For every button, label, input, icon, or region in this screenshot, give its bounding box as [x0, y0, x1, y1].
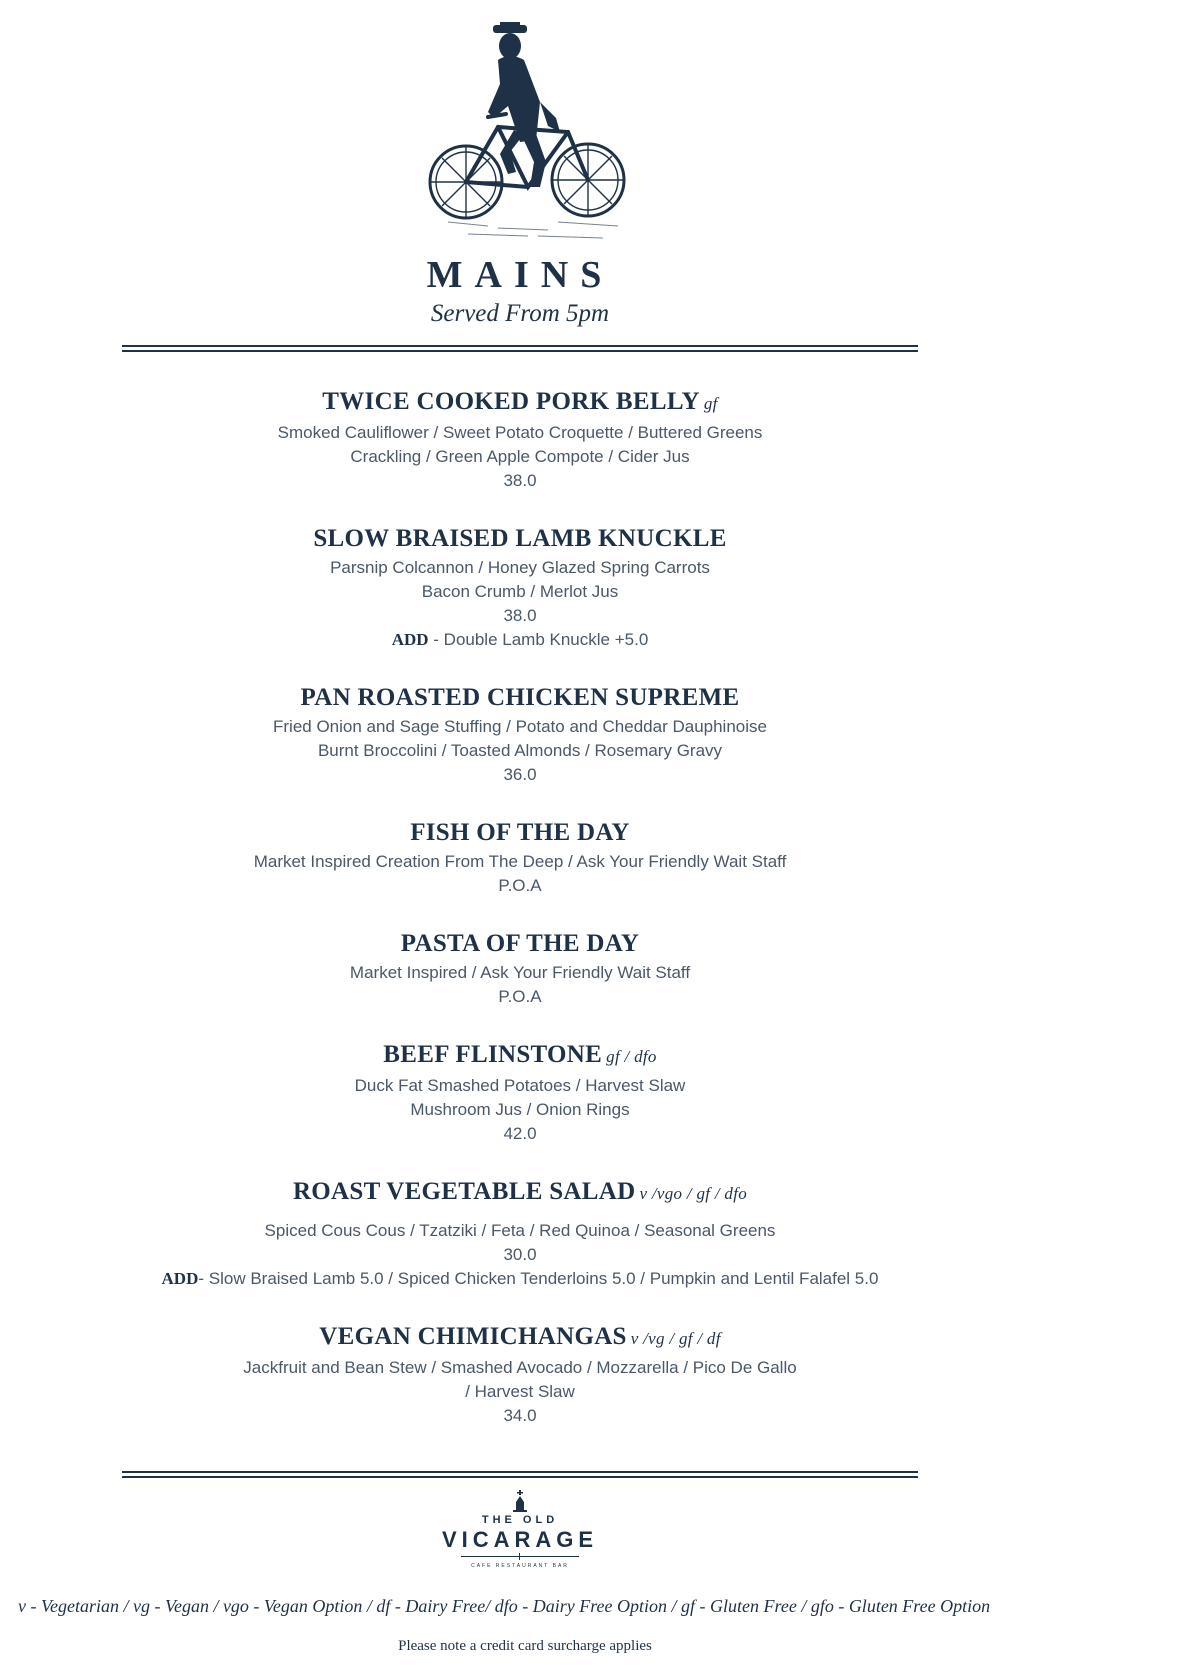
item-description: Duck Fat Smashed Potatoes / Harvest Slaw	[354, 1076, 686, 1095]
item-description: / Harvest Slaw	[465, 1382, 575, 1401]
menu-item-chicken-supreme	[0, 681, 1040, 787]
item-description: Parsnip Colcannon / Honey Glazed Spring Carrots	[330, 558, 710, 577]
item-title: ROAST VEGETABLE SALAD	[292, 1178, 636, 1205]
menu-item-lamb-knuckle	[0, 522, 1040, 652]
menu-item-pasta-of-the-day	[0, 927, 1040, 1009]
dietary-tag: gf / dfo	[606, 1047, 657, 1066]
menu-item-pork-belly	[0, 385, 1040, 493]
menu-list	[0, 385, 1040, 1428]
item-title: VEGAN CHIMICHANGAS	[319, 1323, 627, 1350]
item-description: Mushroom Jus / Onion Rings	[410, 1100, 630, 1119]
item-price: P.O.A	[498, 876, 542, 895]
item-description: Crackling / Green Apple Compote / Cider Jus	[350, 447, 690, 466]
item-price: 34.0	[503, 1406, 537, 1425]
item-title: BEEF FLINSTONE	[383, 1041, 603, 1068]
dietary-tag: v /vg / gf / df	[630, 1329, 721, 1348]
page-title: MAINS	[426, 254, 614, 296]
addon-label: ADD	[161, 1269, 199, 1288]
bottom-divider	[122, 1471, 918, 1478]
menu-item-beef-flinstone	[0, 1038, 1040, 1146]
top-divider	[122, 345, 918, 352]
logo-top-line: THE OLD	[481, 1514, 559, 1526]
item-description: Smoked Cauliflower / Sweet Potato Croquette / Buttered Greens	[277, 423, 763, 442]
item-description: Market Inspired / Ask Your Friendly Wait Staff	[349, 963, 691, 982]
logo-divider	[461, 1556, 579, 1557]
dietary-tag: v /vgo / gf / dfo	[639, 1184, 748, 1203]
item-price: 36.0	[503, 765, 537, 784]
logo-name: VICARAGE	[441, 1527, 599, 1552]
item-title: PAN ROASTED CHICKEN SUPREME	[300, 684, 740, 711]
item-price: 30.0	[503, 1245, 537, 1264]
menu-item-fish-of-the-day	[0, 816, 1040, 898]
menu-item-roast-vegetable-salad	[0, 1175, 1040, 1291]
dietary-legend: v - Vegetarian / vg - Vegan / vgo - Vegan Option / df - Dairy Free/ dfo - Dairy Free Option / gf - Gluten Free / gfo - Gluten Free Option	[18, 1596, 991, 1616]
surcharge-note: Please note a credit card surcharge applies	[398, 1638, 652, 1654]
addon-text: - Double Lamb Knuckle +5.0	[428, 630, 649, 649]
item-price: P.O.A	[498, 987, 542, 1006]
addon-label: ADD	[391, 630, 429, 649]
addon-text: - Slow Braised Lamb 5.0 / Spiced Chicken Tenderloins 5.0 / Pumpkin and Lentil Falafel 5.0	[198, 1269, 879, 1288]
restaurant-logo	[0, 1490, 1040, 1569]
item-addon	[0, 628, 1040, 652]
page-subtitle: Served From 5pm	[430, 300, 610, 327]
item-title: TWICE COOKED PORK BELLY	[322, 388, 700, 415]
logo-tagline: CAFE RESTAURANT BAR	[471, 1563, 569, 1569]
item-description: Jackfruit and Bean Stew / Smashed Avocado / Mozzarella / Pico De Gallo	[243, 1358, 797, 1377]
item-description: Market Inspired Creation From The Deep / Ask Your Friendly Wait Staff	[253, 852, 787, 871]
item-description: Fried Onion and Sage Stuffing / Potato and Cheddar Dauphinoise	[273, 717, 767, 736]
menu-item-vegan-chimichangas	[0, 1320, 1040, 1428]
item-description: Burnt Broccolini / Toasted Almonds / Rosemary Gravy	[317, 741, 723, 760]
item-price: 38.0	[503, 606, 537, 625]
item-description: Spiced Cous Cous / Tzatziki / Feta / Red Quinoa / Seasonal Greens	[264, 1221, 776, 1240]
item-price: 38.0	[503, 471, 537, 490]
vicarage-steeple-icon	[510, 1490, 530, 1512]
item-title: PASTA OF THE DAY	[400, 930, 640, 957]
item-title: SLOW BRAISED LAMB KNUCKLE	[313, 525, 727, 552]
item-description: Bacon Crumb / Merlot Jus	[421, 582, 619, 601]
item-price: 42.0	[503, 1124, 537, 1143]
item-addon	[0, 1267, 1040, 1291]
item-title: FISH OF THE DAY	[410, 819, 630, 846]
dietary-tag: gf	[703, 394, 718, 413]
man-on-bicycle-illustration	[428, 22, 628, 247]
